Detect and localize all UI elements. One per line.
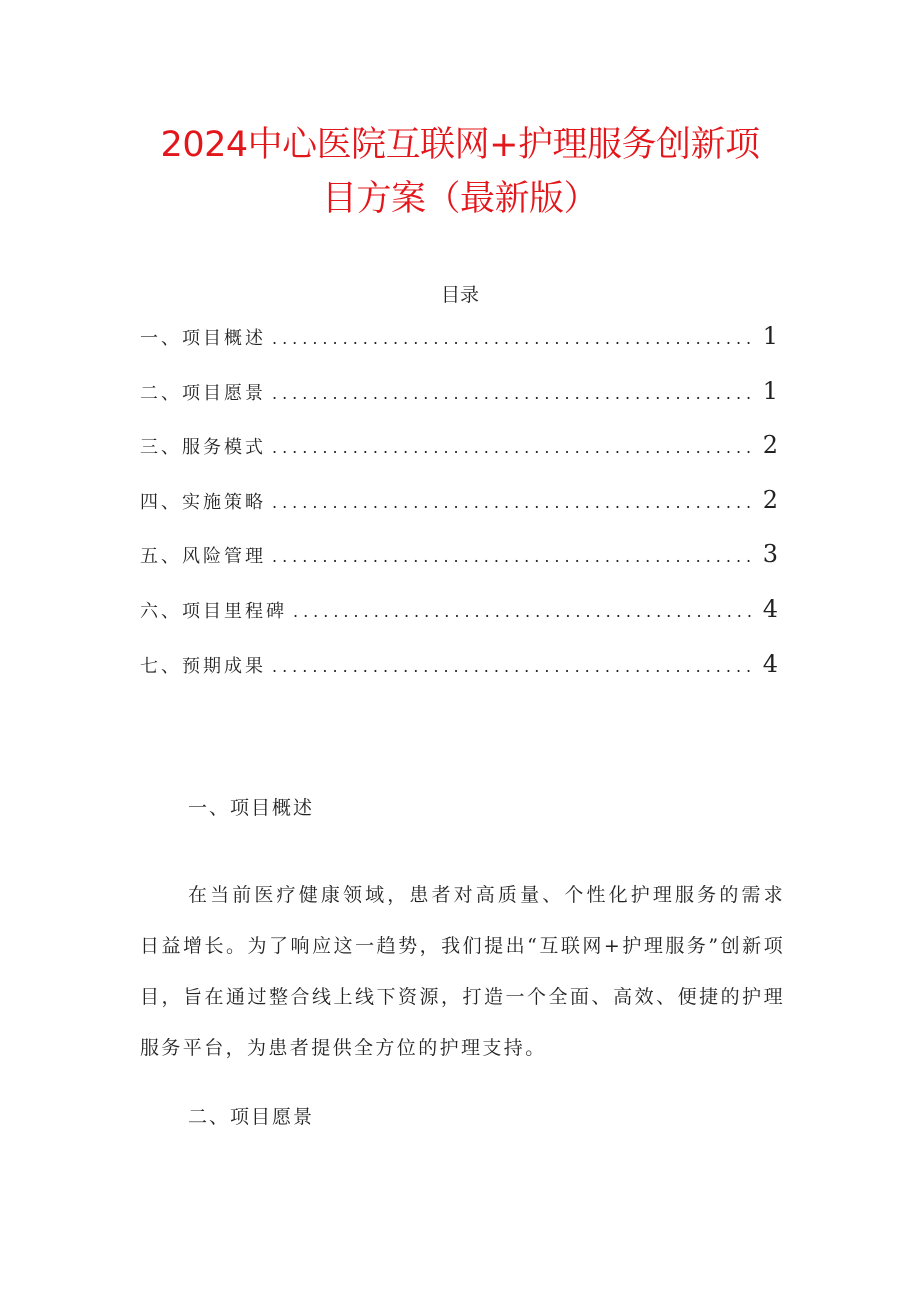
section-heading-overview: 一、项目概述 (188, 797, 315, 819)
toc-dot-leader (272, 493, 757, 512)
toc-entry-page: 2 (762, 485, 778, 514)
toc-dot-leader (272, 657, 757, 676)
toc-dot-leader (272, 384, 757, 403)
toc-entry-label: 一、项目概述 (140, 328, 266, 349)
toc-dot-leader (272, 547, 757, 566)
toc-entry-page: 4 (762, 649, 778, 678)
toc-entry-page: 1 (762, 376, 778, 405)
document-title (120, 118, 800, 226)
toc-entry (140, 431, 778, 486)
overview-paragraph: 在当前医疗健康领域，患者对高质量、个性化护理服务的需求日益增长。为了响应这一趋势，我们提出“互联网+护理服务”创新项目，旨在通过整合线上线下资源，打造一个全面、高效、便捷的护理服务平台，为患者提供全方位的护理支持。 (140, 884, 785, 1059)
toc-entry-label: 六、项目里程碑 (140, 600, 287, 622)
toc-entry-label: 三、服务模式 (140, 437, 266, 459)
toc-dot-leader (272, 438, 757, 457)
toc-entry (140, 377, 778, 432)
toc-heading: 目录 (440, 284, 479, 306)
toc-dot-leader (272, 329, 757, 348)
toc-entry (140, 486, 778, 541)
toc-entry-label: 七、预期成果 (140, 655, 266, 677)
title-line-2: 目方案（最新版） (321, 179, 598, 219)
toc-entry (140, 595, 778, 650)
toc-entry-page: 2 (762, 431, 778, 460)
title-line-1: 2024中心医院互联网+护理服务创新项 (160, 125, 760, 165)
toc-entry-label: 四、实施策略 (140, 491, 266, 513)
section-heading-vision: 二、项目愿景 (188, 1106, 315, 1128)
toc-entry (140, 322, 778, 377)
toc-entry-page: 4 (762, 594, 778, 623)
table-of-contents (140, 322, 778, 704)
toc-entry (140, 650, 778, 705)
toc-dot-leader (293, 602, 757, 621)
toc-entry-page: 1 (762, 322, 778, 350)
toc-entry-page: 3 (762, 540, 778, 569)
toc-entry-label: 五、风险管理 (140, 546, 266, 568)
toc-entry (140, 540, 778, 595)
toc-entry-label: 二、项目愿景 (140, 382, 266, 404)
